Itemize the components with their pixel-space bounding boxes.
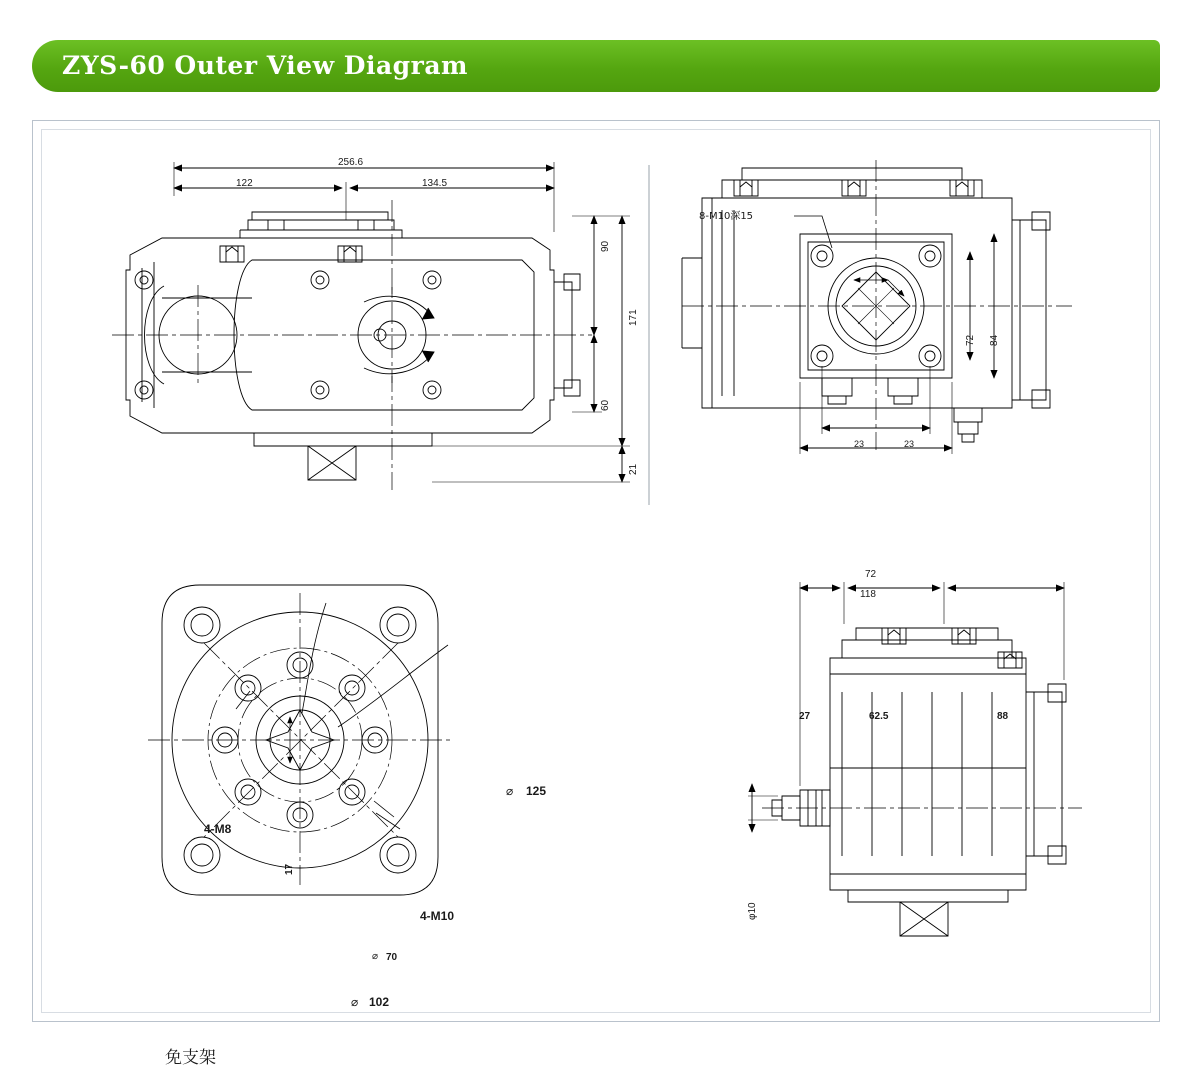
dim-70: 70 [386, 952, 398, 963]
note-8-m10: 8-M10深15 [699, 211, 754, 222]
technical-drawing [42, 130, 1150, 1012]
diameter-icon-102: ⌀ [351, 995, 359, 1009]
note-4-m10: 4-M10 [420, 909, 455, 923]
dim-72-right: 72 [965, 334, 976, 346]
dim-phi-10: φ10 [747, 902, 758, 920]
diagram-inner-border [41, 129, 1151, 1068]
dim-171: 171 [628, 309, 639, 326]
dim-134-5: 134.5 [422, 178, 448, 189]
note-4-m8: 4-M8 [204, 822, 232, 836]
dim-23-b: 23 [904, 439, 915, 449]
dim-256-6: 256.6 [338, 157, 364, 168]
dim-62-5: 62.5 [869, 711, 889, 722]
diameter-icon-125: ⌀ [506, 784, 514, 798]
dim-88: 88 [997, 711, 1009, 722]
diameter-icon-70: ⌀ [372, 951, 379, 962]
dim-21: 21 [628, 463, 639, 475]
dim-90: 90 [600, 240, 611, 252]
dim-60: 60 [600, 399, 611, 411]
dim-102: 102 [369, 995, 390, 1009]
page-title: ZYS-60 Outer View Diagram [62, 51, 468, 80]
dim-27: 27 [799, 711, 811, 722]
dim-125: 125 [526, 784, 547, 798]
dim-17: 17 [284, 863, 295, 875]
dim-118: 118 [860, 589, 876, 600]
dim-84: 84 [989, 334, 1000, 346]
dim-72-bottom: 72 [865, 569, 877, 580]
diagram-frame [32, 120, 1160, 1068]
dim-122: 122 [236, 178, 253, 189]
view-caption-bracket-free: 免支架 [165, 1048, 216, 1068]
dim-23-a: 23 [854, 439, 865, 449]
